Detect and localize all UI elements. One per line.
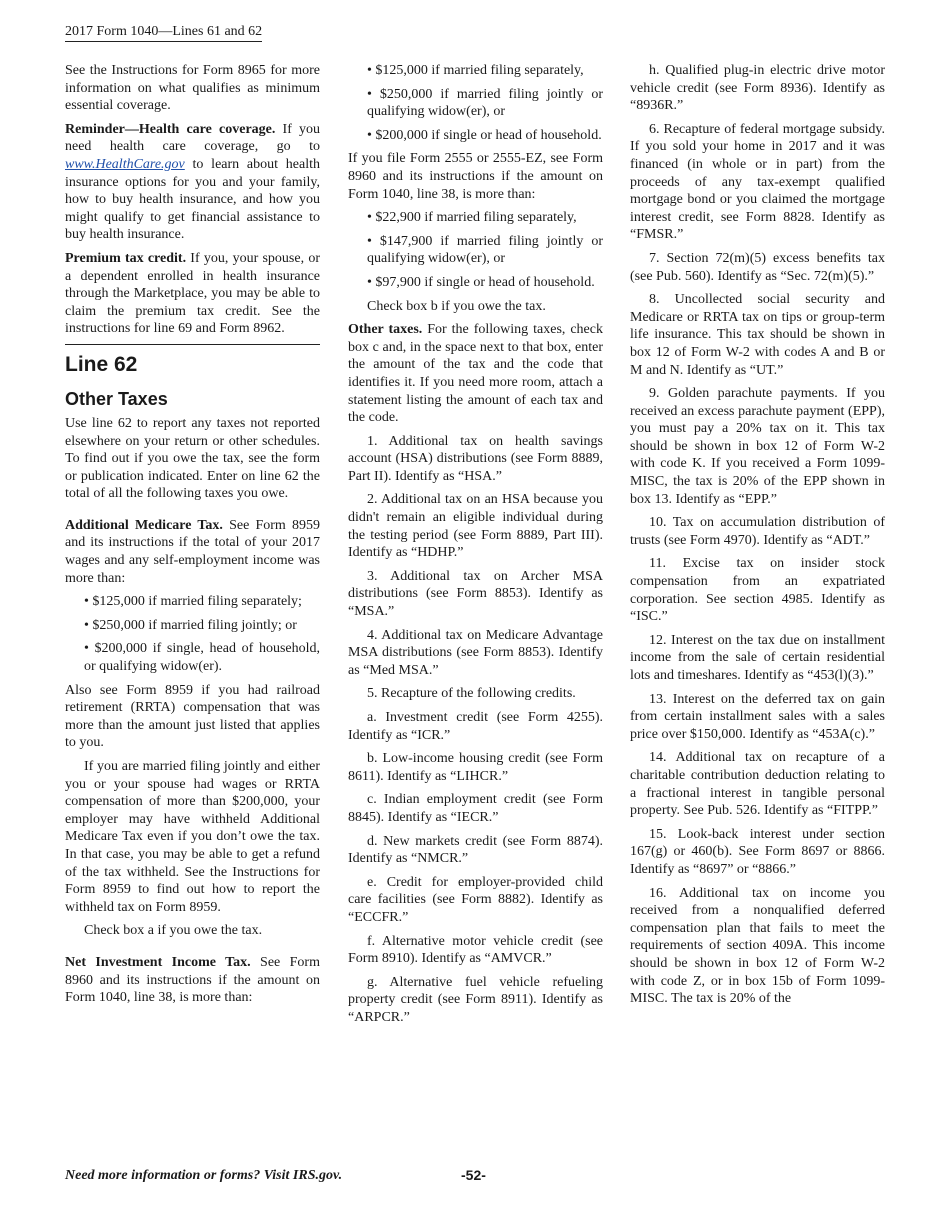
list-item: • $22,900 if married filing separately, — [367, 210, 577, 226]
use-line-62-paragraph: Use line 62 to report any taxes not reported elsewhere on your return or other schedules. To find out if you owe the tax, see the form or publication indicated. Enter on line 62 the total of all the following taxes you owe. — [65, 415, 320, 502]
additional-medicare-paragraph — [65, 517, 320, 587]
list-item: • $125,000 if married filing separately, — [367, 63, 584, 78]
list-item: • $200,000 if single, head of household, or qualifying widow(er). — [84, 641, 320, 675]
list-item: 13. Interest on the deferred tax on gain from certain installment sales with a sales price over $150,000. Identify as “453A(c).” — [630, 691, 885, 742]
married-joint-paragraph: If you are married filing jointly and either you or your spouse had wages or RRTA compensation of more than $200,000, your employer may have withheld Additional Medicare Tax even if you don’t owe the tax. In that case, you may be able to get a refund of the tax withheld. See the Instructions for Form 8959 to find out how to report the withheld tax on Form 8959. — [65, 759, 320, 915]
list-item: 11. Excise tax on insider stock compensation from an expatriated corporation. See section 4985. Identify as “ISC.” — [630, 556, 885, 625]
niit-heading: Net Investment Income Tax. — [65, 954, 251, 970]
footer-text: Need more information or forms? Visit IRS.gov. — [65, 1168, 343, 1183]
amt-text: See Form 8959 and its instructions if the total of your 2017 wages and any self-employment income was more than: — [65, 517, 320, 586]
ptc-text: If you, your spouse, or a dependent enrolled in health insurance through the Marketplace, you may be able to claim the premium tax credit. See the instructions for line 69 and Form 8962. — [65, 250, 320, 337]
list-item: b. Low-income housing credit (see Form 8611). Identify as “LIHCR.” — [348, 751, 603, 784]
premium-tax-credit-paragraph — [65, 250, 320, 338]
list-item: • $250,000 if married filing jointly; or — [84, 617, 297, 633]
list-item: 1. Additional tax on health savings account (HSA) distributions (see Form 8889, Part II). Identify as “HSA.” — [348, 433, 603, 484]
column-1 — [65, 62, 320, 1013]
other-taxes-heading: Other Taxes — [65, 388, 168, 409]
reminder-paragraph — [65, 121, 320, 244]
list-item: • $97,900 if single or head of household. — [367, 274, 595, 290]
list-item: • $200,000 if single or head of household. — [367, 127, 602, 143]
page-number: -52- — [461, 1167, 486, 1183]
other-taxes-text: For the following taxes, check box c and, in the space next to that box, enter the amount of the tax and the code that identifies it. If you need more room, attach a statement listing the amount of each tax and the code. — [348, 322, 603, 426]
other-taxes-paragraph — [348, 321, 603, 427]
healthcare-link[interactable]: www.HealthCare.gov — [65, 156, 185, 172]
reminder-text-post: to learn about health insurance options for you and your family, how to buy health insurance, and how you might qualify to get financial assistance to buy health insurance. — [65, 156, 320, 243]
list-item: d. New markets credit (see Form 8874). Identify as “NMCR.” — [348, 833, 603, 867]
check-box-a-note: Check box a if you owe the tax. — [84, 923, 263, 939]
niit-paragraph — [65, 954, 320, 1007]
intro-paragraph: See the Instructions for Form 8965 for more information on what qualifies as minimum essential coverage. — [65, 63, 320, 114]
list-item: 15. Look-back interest under section 167(g) or 460(b). See Form 8697 or 8866. Identify as “8697” or “8866.” — [630, 826, 885, 877]
niit-text: See Form 8960 and its instructions if the amount on Form 1040, line 38, is more than: — [65, 954, 320, 1006]
column-3 — [630, 62, 885, 1014]
list-item: 5. Recapture of the following credits. — [367, 686, 576, 702]
check-box-b-note: Check box b if you owe the tax. — [367, 298, 546, 314]
list-item: 16. Additional tax on income you received from a nonqualified deferred compensation plan that fails to meet the requirements of section 409A. This income should be shown in box 12 of Form W-2 with code Z, or in box 15b of Form 1099-MISC. The tax is 20% of the — [630, 885, 885, 1007]
ptc-heading: Premium tax credit. — [65, 250, 187, 266]
reminder-heading: Reminder—Health care coverage. — [65, 121, 276, 137]
list-item: 8. Uncollected social security and Medicare or RRTA tax on tips or group-term life insurance. This tax should be shown in box 12 of Form W-2 with codes A and B or M and N. Identify as “UT.” — [630, 292, 885, 378]
line-62-heading: Line 62 — [65, 352, 138, 376]
list-item: • $147,900 if married filing jointly or qualifying widow(er), or — [367, 233, 603, 267]
list-item: • $125,000 if married filing separately; — [84, 594, 302, 610]
section-divider — [65, 344, 320, 345]
form-2555-paragraph: If you file Form 2555 or 2555-EZ, see Form 8960 and its instructions if the amount on Form 1040, line 38, is more than: — [348, 151, 603, 202]
other-taxes-label: Other taxes. — [348, 322, 423, 338]
list-item: 4. Additional tax on Medicare Advantage MSA distributions (see Form 8853). Identify as “Med MSA.” — [348, 627, 603, 678]
list-item: h. Qualified plug-in electric drive motor vehicle credit (see Form 8936). Identify as “8936R.” — [630, 63, 885, 114]
list-item: 10. Tax on accumulation distribution of trusts (see Form 4970). Identify as “ADT.” — [630, 515, 885, 548]
reminder-text-pre: If you need health care coverage, go to — [65, 121, 321, 155]
list-item: c. Indian employment credit (see Form 8845). Identify as “IECR.” — [348, 792, 603, 825]
list-item: e. Credit for employer-provided child care facilities (see Form 8882). Identify as “ECCFR.” — [348, 874, 603, 925]
amt-heading: Additional Medicare Tax. — [65, 517, 223, 533]
list-item: 2. Additional tax on an HSA because you didn't remain an eligible individual during the testing period (see Form 8889, Part III). Identify as “HDHP.” — [348, 492, 603, 561]
list-item: 3. Additional tax on Archer MSA distributions (see Form 8853). Identify as “MSA.” — [348, 568, 603, 620]
list-item: 14. Additional tax on recapture of a charitable contribution deduction relating to a fractional interest in tangible personal property. See Pub. 526. Identify as “FITPP.” — [630, 750, 885, 819]
list-item: 9. Golden parachute payments. If you received an excess parachute payment (EPP), you must pay a 20% tax on it. This tax should be shown in box 12 of Form W-2 with code K. If you received a Form 1099-MISC, the tax is 20% of the EPP shown in box 13. Identify as “EPP.” — [630, 386, 885, 507]
list-item: 12. Interest on the tax due on installment income from the sale of certain residential lots and timeshares. Identify as “453(l)(3).” — [630, 632, 885, 683]
running-head: 2017 Form 1040—Lines 61 and 62 — [65, 24, 262, 42]
rrta-paragraph: Also see Form 8959 if you had railroad retirement (RRTA) compensation that was more than the amount just listed that applies to you. — [65, 682, 320, 751]
list-item: 6. Recapture of federal mortgage subsidy. If you sold your home in 2017 and it was financed (in whole or in part) from the proceeds of any tax-exempt qualified mortgage bond or you claimed the mortgage interest credit, see Form 8828. Identify as “FMSR.” — [630, 121, 885, 243]
list-item: 7. Section 72(m)(5) excess benefits tax (see Pub. 560). Identify as “Sec. 72(m)(5).” — [630, 250, 885, 284]
list-item: a. Investment credit (see Form 4255). Identify as “ICR.” — [348, 710, 603, 743]
list-item: • $250,000 if married filing jointly or qualifying widow(er), or — [367, 86, 603, 120]
column-2 — [348, 62, 603, 1033]
list-item: f. Alternative motor vehicle credit (see Form 8910). Identify as “AMVCR.” — [348, 933, 603, 967]
list-item: g. Alternative fuel vehicle refueling property credit (see Form 8911). Identify as “ARPCR.” — [348, 974, 603, 1025]
